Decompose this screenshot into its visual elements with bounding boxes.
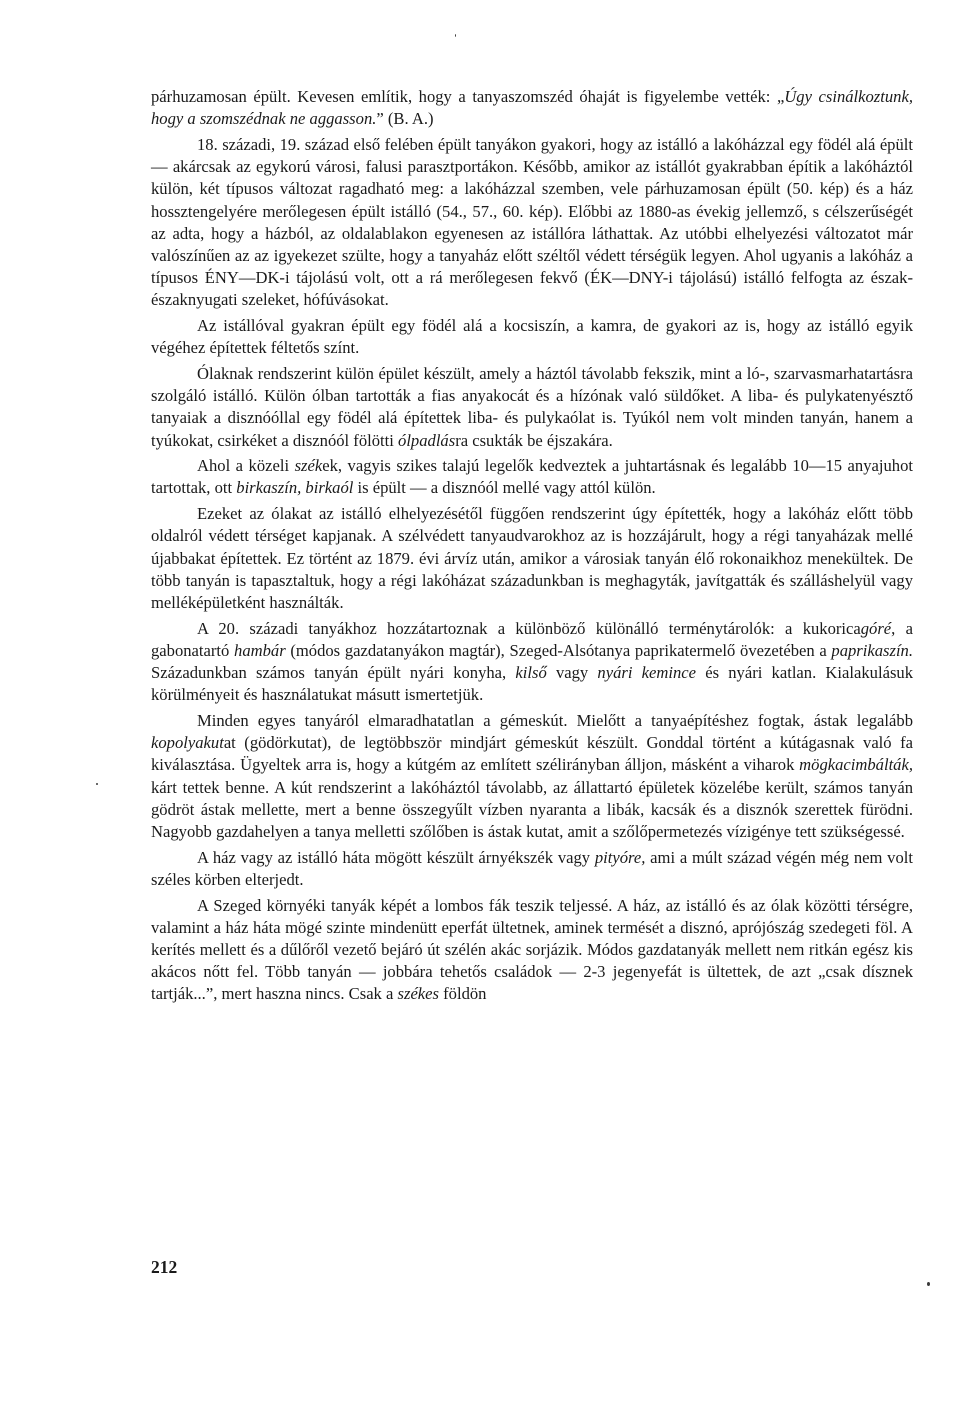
- scan-speck: [927, 1282, 930, 1286]
- body-text: [151, 86, 913, 1009]
- text-run: Ólaknak rendszerint külön épület készült, amely a háztól távolabb fekszik, mint a ló-, szarvasmarhatartásra szolgáló istálló. Külön ólban tartották a fias anyakocát és a hízónak való süldőket. A liba- és pulykatenyésztő tanyaiak a disznóóllal egy födél alá építettek liba- és pulykaólat is. Tyúkól nem volt minden tanyán, hanem a tyúkokat, csirkéket a disznóól fölötti: [151, 363, 913, 450]
- paragraph: [151, 503, 913, 614]
- text-run: kárt tettek benne. A kút rendszerint a lakóháztól távolabb, az állattartó épületek közelébe került, számos tanyán gödröt ástak mellette, mert a benne összegyűlt vízben nyaranta a libák, kacsák és a disznók szerettek fürödni. Nagyobb gazdahelyen a tanya melletti szőlőben is ástak kutat, amit a szőlőpermetezés vízigénye tett szükségessé.: [151, 777, 913, 841]
- italic-term: birkaszín, birkaól: [236, 478, 354, 498]
- text-run: és nyári katlan. Kialakulásuk körülményeit és használatukat másutt ismertetjük.: [151, 663, 913, 705]
- page-number: 212: [151, 1257, 178, 1277]
- scan-speck: [96, 783, 98, 785]
- text-run: ra csukták be éjszakára.: [455, 430, 613, 450]
- paragraph: [151, 86, 913, 130]
- text-run: Ahol a közeli: [197, 456, 295, 476]
- italic-term: paprikaszín.: [831, 640, 913, 660]
- paragraph: [151, 710, 913, 843]
- italic-term: kilső: [515, 663, 547, 683]
- italic-term: pityóre,: [594, 847, 646, 867]
- text-run: Minden egyes tanyáról elmaradhatatlan a gémeskút. Mielőtt a tanyaépítéshez fogtak, ástak legalább: [197, 710, 913, 730]
- text-run: ami a múlt század végén még nem volt széles körben elterjedt.: [151, 847, 913, 889]
- text-run: ek, vagyis szikes talajú legelők kedveztek a juhtartásnak és legalább 10—15 anyajuhot tartottak, ott: [151, 456, 913, 498]
- text-run: , a gabonatartó: [151, 618, 913, 660]
- italic-term: kopolyakut: [151, 733, 224, 753]
- text-run: A ház vagy az istálló háta mögött készült árnyékszék vagy: [197, 847, 595, 867]
- text-run: A Szeged környéki tanyák képét a lombos fák teszik teljessé. A ház, az istálló és az ólak közötti térségre, valamint a ház háta mögé szinte mindenütt eperfát ültetnek, aminek termését a disznó, aprójószág szedegeti föl. A kerítés mellett és a dűlőről vezető bejáró út szélén akác sorjázik. Módos gazdatanyák mellett nem ritkán egész kis akácos nőtt fel. Több tanyán — jobbára tehetős családok — 2-3 jegenyefát is ültettek, de azt „csak dísznek tartják...”, mert haszna nincs. Csak a: [151, 895, 913, 1004]
- text-run: Ezeket az ólakat az istálló elhelyezésétől függően rendszerint úgy építették, hogy a lakóház előtt több oldalról védett térséget kapjanak. A szélvédett tanyaudvarokhoz az is hozzájárult, hogy a régi tanyaházak mellé újabbakat építettek. Ez történt az 1879. évi árvíz után, amikor a városiak tanyán élő rokonaikhoz menekültek. De több tanyán is tapasztaltuk, hogy a régi lakóházat századunkban is meghagyták, javítgatták és szálláshelyül vagy melléképületként használták.: [151, 504, 913, 612]
- text-run: (módos gazdatanyákon magtár), Szeged-Alsótanya paprikatermelő övezetében a: [285, 640, 832, 660]
- paragraph: [151, 363, 913, 452]
- italic-term: ólpadlás: [398, 430, 456, 450]
- text-run: A 20. századi tanyákhoz hozzátartoznak a különböző különálló terménytárolók: a kukorica: [197, 618, 861, 638]
- paragraph: [151, 315, 913, 359]
- text-run: földön: [439, 984, 487, 1004]
- text-run: vagy: [546, 663, 598, 683]
- italic-term: szék: [294, 456, 323, 476]
- italic-term: mögkacimbálták,: [799, 755, 913, 775]
- paragraph: [151, 455, 913, 499]
- italic-term: góré: [860, 618, 892, 638]
- italic-term: hambár: [234, 640, 286, 660]
- text-run: 18. századi, 19. század első felében épült tanyákon gyakori, hogy az istálló a lakóházzal egy födél alá épült — akárcsak az egykorú városi, falusi parasztportákon. Később, amikor az istállót gyakrabban építik a lakóháztól külön, két típusos változat ragadható meg: a lakóházzal szemben, vele párhuzamosan épült (50. kép) és a ház hossztengelyére merőlegesen épült istálló (54., 57., 60. kép). Előbbi az 1880-as évekig jellemző, s célszerűségét az adta, hogy a házból, az oldalablakon egyenesen az istállóra láthattak. Az utóbbi elhelyezési változatot már valószínűen az az igyekezet szülte, hogy a tanyaház előtt széltől védett térségük legyen. Ahol ugyanis a lakóház a típusos ÉNY—DK-i tájolású volt, ott a rá merőlegesen fekvő (ÉK—DNY-i tájolású) istálló felfogta az észak-északnyugati szeleket, hófúvásokat.: [151, 134, 913, 310]
- paragraph: [151, 618, 913, 707]
- italic-term: Úgy csinálkoztunk, hogy a szomszédnak ne aggasson.: [151, 87, 913, 129]
- paragraph: [151, 134, 913, 312]
- text-run: is épült — a disznóól mellé vagy attól külön.: [353, 478, 656, 498]
- scan-speck: [455, 34, 456, 37]
- text-run: párhuzamosan épült. Kevesen említik, hogy a tanyaszomszéd óhaját is figyelembe vették: „: [151, 87, 785, 106]
- paragraph: [151, 847, 913, 891]
- italic-term: nyári kemince: [597, 663, 697, 683]
- paragraph: [151, 895, 913, 1006]
- text-run: ” (B. A.): [376, 109, 434, 129]
- italic-term: székes: [397, 984, 439, 1004]
- text-run: Az istállóval gyakran épült egy födél alá a kocsiszín, a kamra, de gyakori az is, hogy az istálló egyik végéhez építettek féltetős színt.: [151, 316, 913, 358]
- text-run: at (gödörkutat), de legtöbbször mindjárt gémeskút készült. Gonddal történt a kútágasnak való fa kiválasztása. Ügyeltek arra is, hogy a kútgém az említett szélirányban álljon, másként a viharok: [151, 733, 913, 775]
- text-run: Századunkban számos tanyán épült nyári konyha,: [151, 663, 516, 683]
